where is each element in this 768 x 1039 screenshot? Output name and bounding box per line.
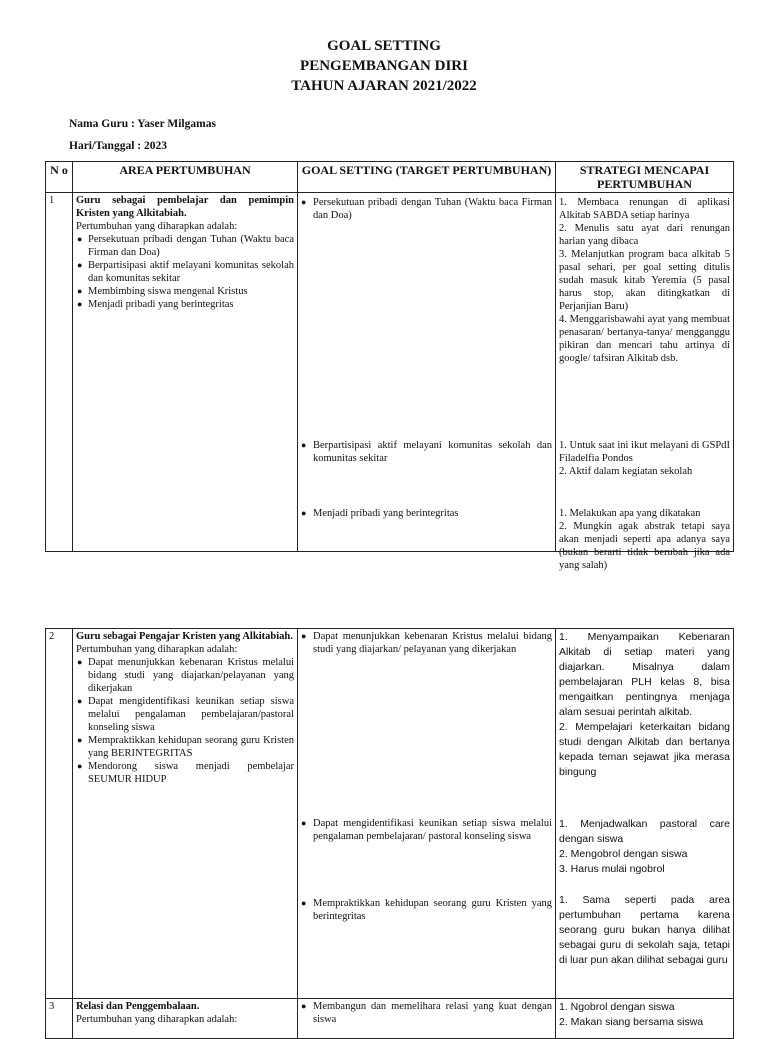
strategy-block: [559, 439, 730, 478]
area-list: [76, 656, 294, 786]
area-title: Relasi dan Penggembalaan.: [76, 1001, 200, 1012]
title-line-1: GOAL SETTING: [327, 38, 441, 54]
date-line: Hari/Tanggal : 2023: [69, 140, 167, 152]
title-line-3: TAHUN AJARAN 2021/2022: [291, 78, 477, 94]
strategy-item: 3. Melanjutkan program baca alkitab 5 pasal sehari, per goal setting ditulis sudah masuk kitab Yeremia (5 pasal harus stop, akan ditingkatkan di Perjanjian Baru): [559, 249, 730, 312]
goal-item: ● Persekutuan pribadi dengan Tuhan (Waktu baca Firman dan Doa): [301, 196, 552, 222]
list-item: ● Dapat mengidentifikasi keunikan setiap siswa melalui pengalaman pembelajaran/pastoral konseling siswa: [88, 695, 294, 734]
strategy-cell: [556, 999, 734, 1039]
strategy-block: [559, 196, 730, 365]
strategy-item: 1. Ngobrol dengan siswa: [559, 1001, 675, 1013]
goal-item: ● Membangun dan memelihara relasi yang kuat dengan siswa: [301, 1000, 552, 1026]
goal-cell: [298, 999, 556, 1039]
goal-table-1: [45, 161, 734, 571]
teacher-name: Nama Guru : Yaser Milgamas: [69, 118, 216, 130]
list-item: ● Mempraktikkan kehidupan seorang guru Kristen yang BERINTEGRITAS: [88, 734, 294, 760]
list-item: ● Berpartisipasi aktif melayani komunitas sekolah dan komunitas sekitar: [88, 259, 294, 285]
strategy-item: 1. Sama seperti pada area pertumbuhan pertama karena seorang guru bukan hanya dilihat sebagai guru di sekolah saja, tetapi di luar pun akan dilihat sebagai guru: [559, 894, 730, 966]
document-title: [0, 36, 768, 96]
list-item: ● Dapat menunjukkan kebenaran Kristus melalui bidang studi yang diajarkan/pelayanan yang dikerjakan: [88, 656, 294, 695]
strategy-block: [559, 507, 730, 572]
goal-cell: [298, 629, 556, 999]
strategy-cell: [556, 629, 734, 999]
strategy-item: 1. Untuk saat ini ikut melayani di GSPdI Filadelfia Pondos: [559, 440, 730, 464]
row-number: 2: [46, 629, 73, 999]
area-intro: Pertumbuhan yang diharapkan adalah:: [76, 1014, 238, 1025]
goal-cell: [298, 193, 556, 552]
table-row: [46, 999, 734, 1039]
goal-table-2: [45, 628, 734, 1039]
goal-item: ● Berpartisipasi aktif melayani komunitas sekolah dan komunitas sekitar: [301, 439, 552, 465]
area-intro: Pertumbuhan yang diharapkan adalah:: [76, 221, 238, 232]
area-cell: [73, 629, 298, 999]
area-title: Guru sebagai pembelajar dan pemimpin Kristen yang Alkitabiah.: [76, 195, 294, 219]
strategy-block: [559, 817, 730, 877]
col-no: N o: [46, 162, 73, 193]
strategy-item: 2. Aktif dalam kegiatan sekolah: [559, 466, 693, 477]
row-number: 3: [46, 999, 73, 1039]
strategy-item: 1. Melakukan apa yang dikatakan: [559, 508, 701, 519]
strategy-item: 2. Mengobrol dengan siswa: [559, 848, 688, 860]
table-header-row: [46, 162, 734, 193]
strategy-block: [559, 630, 730, 780]
title-line-2: PENGEMBANGAN DIRI: [300, 58, 468, 74]
strategy-cell: [556, 193, 734, 571]
area-title: Guru sebagai Pengajar Kristen yang Alkitabiah.: [76, 631, 293, 642]
area-cell: [73, 999, 298, 1039]
strategy-item: 2. Mungkin agak abstrak tetapi saya akan menjadi seperti apa adanya saya (bukan berarti tidak berubah jika ada yang salah): [559, 521, 730, 571]
goal-item: ● Menjadi pribadi yang berintegritas: [301, 507, 552, 520]
goal-item: ● Dapat mengidentifikasi keunikan setiap siswa melalui pengalaman pembelajaran/ pastoral konseling siswa: [301, 817, 552, 843]
strategy-item: 1. Menyampaikan Kebenaran Alkitab di setiap materi yang diajarkan. Misalnya dalam pembelajaran PLH kelas 8, bisa mengaitkan pentingnya menjaga alam sesuai perintah alkitab.: [559, 631, 730, 718]
strategy-item: 3. Harus mulai ngobrol: [559, 863, 665, 875]
strategy-item: 1. Membaca renungan di aplikasi Alkitab SABDA setiap harinya: [559, 197, 730, 221]
table-row: [46, 629, 734, 999]
col-strategy: STRATEGI MENCAPAI PERTUMBUHAN: [556, 162, 734, 193]
strategy-item: 2. Mempelajari keterkaitan bidang studi dengan Alkitab dan bertanya kepada teman sejawat jika merasa bingung: [559, 721, 730, 778]
goal-item: ● Dapat menunjukkan kebenaran Kristus melalui bidang studi yang diajarkan/ pelayanan yang dikerjakan: [301, 630, 552, 656]
table-row: [46, 193, 734, 552]
strategy-item: 2. Menulis satu ayat dari renungan harian yang dibaca: [559, 223, 730, 247]
row-number: 1: [46, 193, 73, 552]
goal-item: ● Mempraktikkan kehidupan seorang guru Kristen yang berintegritas: [301, 897, 552, 923]
area-list: [76, 233, 294, 311]
list-item: ● Mendorong siswa menjadi pembelajar SEUMUR HIDUP: [88, 760, 294, 786]
strategy-item: 4. Menggarisbawahi ayat yang membuat penasaran/ bertanya-tanya/ mengganggu pikiran dan mencari tahu artinya di google/ tafsiran Alkitab dsb.: [559, 314, 730, 364]
col-goal: GOAL SETTING (TARGET PERTUMBUHAN): [298, 162, 556, 193]
list-item: ● Persekutuan pribadi dengan Tuhan (Waktu baca Firman dan Doa): [88, 233, 294, 259]
strategy-item: 1. Menjadwalkan pastoral care dengan siswa: [559, 818, 730, 845]
area-cell: [73, 193, 298, 552]
list-item: ● Menjadi pribadi yang berintegritas: [88, 298, 294, 311]
area-intro: Pertumbuhan yang diharapkan adalah:: [76, 644, 238, 655]
list-item: ● Membimbing siswa mengenal Kristus: [88, 285, 294, 298]
strategy-item: 2. Makan siang bersama siswa: [559, 1016, 704, 1028]
strategy-block: [559, 893, 730, 968]
col-area: AREA PERTUMBUHAN: [73, 162, 298, 193]
